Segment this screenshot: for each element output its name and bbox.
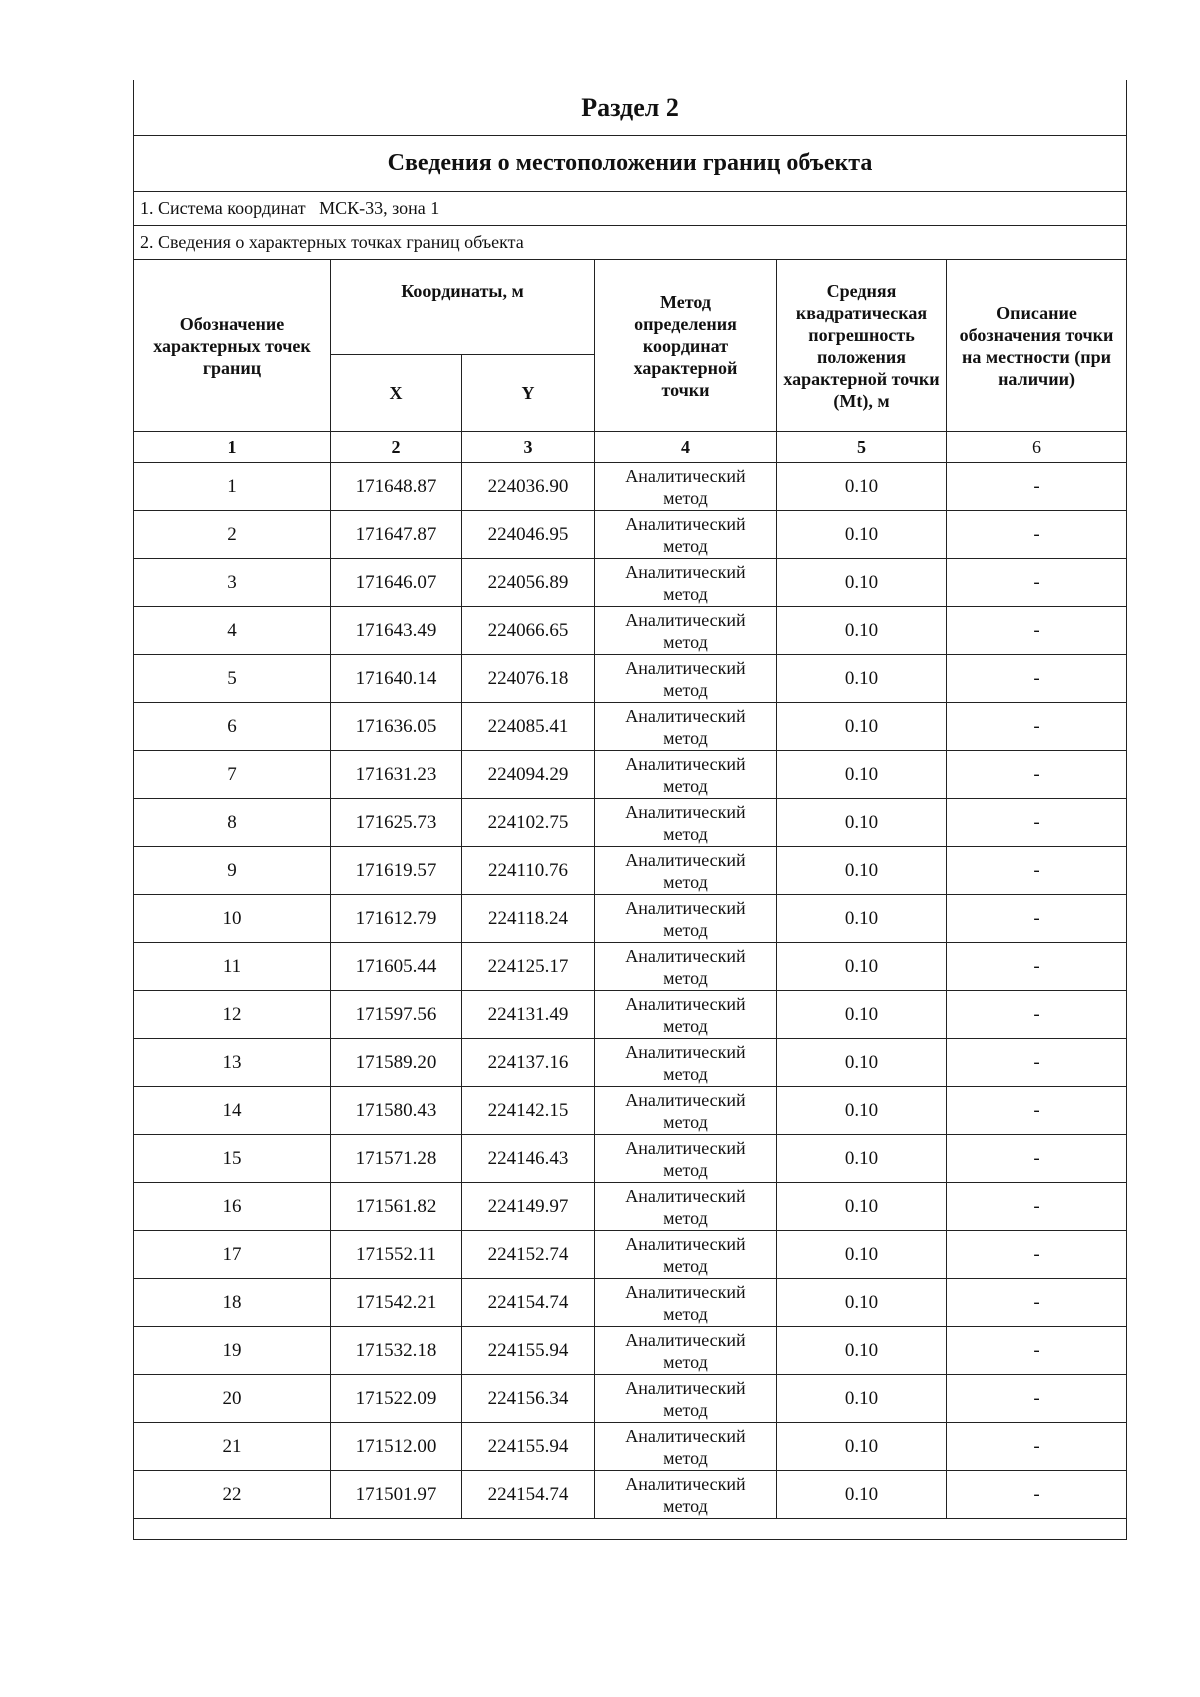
table-row: [134, 1471, 1127, 1519]
header-designation: Обозначение характерных точек границ: [134, 260, 331, 432]
mt-error: 0.10: [777, 1135, 947, 1183]
method: Аналитический метод: [595, 1087, 777, 1135]
mt-error: 0.10: [777, 703, 947, 751]
coord-y: 224085.41: [462, 703, 595, 751]
point-number: 16: [134, 1183, 331, 1231]
coord-x: 171605.44: [331, 943, 462, 991]
section-title: Раздел 2: [134, 80, 1127, 136]
coord-x: 171625.73: [331, 799, 462, 847]
coord-y: 224125.17: [462, 943, 595, 991]
mt-error: 0.10: [777, 991, 947, 1039]
table-row: [134, 1039, 1127, 1087]
method: Аналитический метод: [595, 1231, 777, 1279]
coord-y: 224094.29: [462, 751, 595, 799]
mt-error: 0.10: [777, 751, 947, 799]
point-number: 15: [134, 1135, 331, 1183]
point-number: 4: [134, 607, 331, 655]
data-rows: [134, 463, 1127, 1519]
point-number: 17: [134, 1231, 331, 1279]
coord-x: 171640.14: [331, 655, 462, 703]
header-description: Описание обозначения точки на местности (при наличии): [947, 260, 1127, 432]
point-description: -: [947, 703, 1127, 751]
coord-y: 224156.34: [462, 1375, 595, 1423]
table-row: [134, 847, 1127, 895]
point-description: -: [947, 1231, 1127, 1279]
coord-x: 171612.79: [331, 895, 462, 943]
method: Аналитический метод: [595, 847, 777, 895]
coord-y: 224036.90: [462, 463, 595, 511]
method: Аналитический метод: [595, 751, 777, 799]
point-description: -: [947, 943, 1127, 991]
coord-y: 224046.95: [462, 511, 595, 559]
col-number: 1: [134, 432, 331, 463]
method: Аналитический метод: [595, 1375, 777, 1423]
coord-x: 171532.18: [331, 1327, 462, 1375]
mt-error: 0.10: [777, 1279, 947, 1327]
coord-y: 224155.94: [462, 1423, 595, 1471]
document-page: [133, 80, 1126, 1540]
method: Аналитический метод: [595, 1327, 777, 1375]
document-subtitle: Сведения о местоположении границ объекта: [134, 136, 1127, 192]
coord-x: 171501.97: [331, 1471, 462, 1519]
mt-error: 0.10: [777, 799, 947, 847]
method: Аналитический метод: [595, 895, 777, 943]
method: Аналитический метод: [595, 1471, 777, 1519]
coord-y: 224118.24: [462, 895, 595, 943]
coord-x: 171631.23: [331, 751, 462, 799]
method: Аналитический метод: [595, 799, 777, 847]
mt-error: 0.10: [777, 895, 947, 943]
mt-error: 0.10: [777, 847, 947, 895]
point-number: 11: [134, 943, 331, 991]
table-row: [134, 1087, 1127, 1135]
coord-x: 171646.07: [331, 559, 462, 607]
table-row: [134, 1279, 1127, 1327]
table-row: [134, 1423, 1127, 1471]
coord-system-label: 1. Система координат: [140, 198, 306, 218]
mt-error: 0.10: [777, 559, 947, 607]
point-description: -: [947, 1375, 1127, 1423]
coord-x: 171522.09: [331, 1375, 462, 1423]
mt-error: 0.10: [777, 1423, 947, 1471]
col-number: 2: [331, 432, 462, 463]
table-row: [134, 1135, 1127, 1183]
coord-y: 224056.89: [462, 559, 595, 607]
mt-error: 0.10: [777, 655, 947, 703]
method: Аналитический метод: [595, 559, 777, 607]
coord-y: 224102.75: [462, 799, 595, 847]
coord-y: 224149.97: [462, 1183, 595, 1231]
coord-y: 224131.49: [462, 991, 595, 1039]
point-number: 13: [134, 1039, 331, 1087]
coord-system-value: МСК-33, зона 1: [319, 198, 440, 218]
table-row: [134, 943, 1127, 991]
coord-x: 171647.87: [331, 511, 462, 559]
coord-x: 171512.00: [331, 1423, 462, 1471]
header-coords: Координаты, м: [331, 260, 595, 355]
table-row: [134, 1231, 1127, 1279]
method: Аналитический метод: [595, 1039, 777, 1087]
table-row: [134, 1327, 1127, 1375]
table-row: [134, 655, 1127, 703]
point-description: -: [947, 655, 1127, 703]
point-description: -: [947, 1471, 1127, 1519]
point-description: -: [947, 1039, 1127, 1087]
point-number: 5: [134, 655, 331, 703]
point-number: 1: [134, 463, 331, 511]
point-number: 3: [134, 559, 331, 607]
coord-y: 224146.43: [462, 1135, 595, 1183]
mt-error: 0.10: [777, 1375, 947, 1423]
point-description: -: [947, 847, 1127, 895]
header-method: Метод определения координат характерной точки: [595, 260, 777, 432]
table-row: [134, 1183, 1127, 1231]
mt-error: 0.10: [777, 607, 947, 655]
point-number: 18: [134, 1279, 331, 1327]
method: Аналитический метод: [595, 943, 777, 991]
method: Аналитический метод: [595, 1135, 777, 1183]
point-number: 2: [134, 511, 331, 559]
table-row: [134, 1375, 1127, 1423]
coord-system-cell: [134, 192, 1127, 226]
point-description: -: [947, 463, 1127, 511]
coord-x: 171571.28: [331, 1135, 462, 1183]
table-row: [134, 463, 1127, 511]
point-description: -: [947, 1183, 1127, 1231]
method: Аналитический метод: [595, 1423, 777, 1471]
table-row: [134, 607, 1127, 655]
point-description: -: [947, 511, 1127, 559]
mt-error: 0.10: [777, 1327, 947, 1375]
coord-y: 224066.65: [462, 607, 595, 655]
table-row: [134, 895, 1127, 943]
header-error: Средняя квадратическая погрешность положения характерной точки (Mt), м: [777, 260, 947, 432]
point-number: 8: [134, 799, 331, 847]
coord-x: 171648.87: [331, 463, 462, 511]
mt-error: 0.10: [777, 463, 947, 511]
point-number: 6: [134, 703, 331, 751]
point-number: 9: [134, 847, 331, 895]
point-number: 22: [134, 1471, 331, 1519]
mt-error: 0.10: [777, 1471, 947, 1519]
coord-x: 171636.05: [331, 703, 462, 751]
method: Аналитический метод: [595, 703, 777, 751]
method: Аналитический метод: [595, 1279, 777, 1327]
coord-x: 171561.82: [331, 1183, 462, 1231]
coord-x: 171580.43: [331, 1087, 462, 1135]
mt-error: 0.10: [777, 1087, 947, 1135]
method: Аналитический метод: [595, 991, 777, 1039]
coord-x: 171552.11: [331, 1231, 462, 1279]
point-number: 10: [134, 895, 331, 943]
point-number: 14: [134, 1087, 331, 1135]
point-description: -: [947, 895, 1127, 943]
coord-y: 224154.74: [462, 1471, 595, 1519]
table-row: [134, 799, 1127, 847]
table-row: [134, 703, 1127, 751]
col-number: 6: [947, 432, 1127, 463]
boundary-points-table: [133, 80, 1127, 1540]
point-number: 19: [134, 1327, 331, 1375]
mt-error: 0.10: [777, 1231, 947, 1279]
point-description: -: [947, 1327, 1127, 1375]
coord-y: 224155.94: [462, 1327, 595, 1375]
point-number: 21: [134, 1423, 331, 1471]
mt-error: 0.10: [777, 1039, 947, 1087]
coord-x: 171643.49: [331, 607, 462, 655]
method: Аналитический метод: [595, 607, 777, 655]
coord-x: 171619.57: [331, 847, 462, 895]
table-tail-row: [134, 1519, 1127, 1540]
point-number: 20: [134, 1375, 331, 1423]
mt-error: 0.10: [777, 1183, 947, 1231]
coord-y: 224154.74: [462, 1279, 595, 1327]
mt-error: 0.10: [777, 511, 947, 559]
point-description: -: [947, 991, 1127, 1039]
table-row: [134, 511, 1127, 559]
column-numbers-row: [134, 432, 1127, 463]
point-description: -: [947, 607, 1127, 655]
header-y: Y: [462, 355, 595, 432]
col-number: 3: [462, 432, 595, 463]
header-x: X: [331, 355, 462, 432]
point-description: -: [947, 1087, 1127, 1135]
method: Аналитический метод: [595, 463, 777, 511]
coord-y: 224137.16: [462, 1039, 595, 1087]
point-description: -: [947, 1135, 1127, 1183]
method: Аналитический метод: [595, 511, 777, 559]
method: Аналитический метод: [595, 655, 777, 703]
coord-x: 171597.56: [331, 991, 462, 1039]
table-row: [134, 991, 1127, 1039]
point-description: -: [947, 559, 1127, 607]
point-description: -: [947, 751, 1127, 799]
point-description: -: [947, 799, 1127, 847]
mt-error: 0.10: [777, 943, 947, 991]
col-number: 5: [777, 432, 947, 463]
coord-x: 171589.20: [331, 1039, 462, 1087]
point-description: -: [947, 1423, 1127, 1471]
table-row: [134, 559, 1127, 607]
points-info: 2. Сведения о характерных точках границ объекта: [134, 226, 1127, 260]
coord-y: 224142.15: [462, 1087, 595, 1135]
coord-y: 224110.76: [462, 847, 595, 895]
point-number: 7: [134, 751, 331, 799]
table-row: [134, 751, 1127, 799]
col-number: 4: [595, 432, 777, 463]
coord-y: 224076.18: [462, 655, 595, 703]
point-description: -: [947, 1279, 1127, 1327]
coord-x: 171542.21: [331, 1279, 462, 1327]
coord-y: 224152.74: [462, 1231, 595, 1279]
point-number: 12: [134, 991, 331, 1039]
method: Аналитический метод: [595, 1183, 777, 1231]
